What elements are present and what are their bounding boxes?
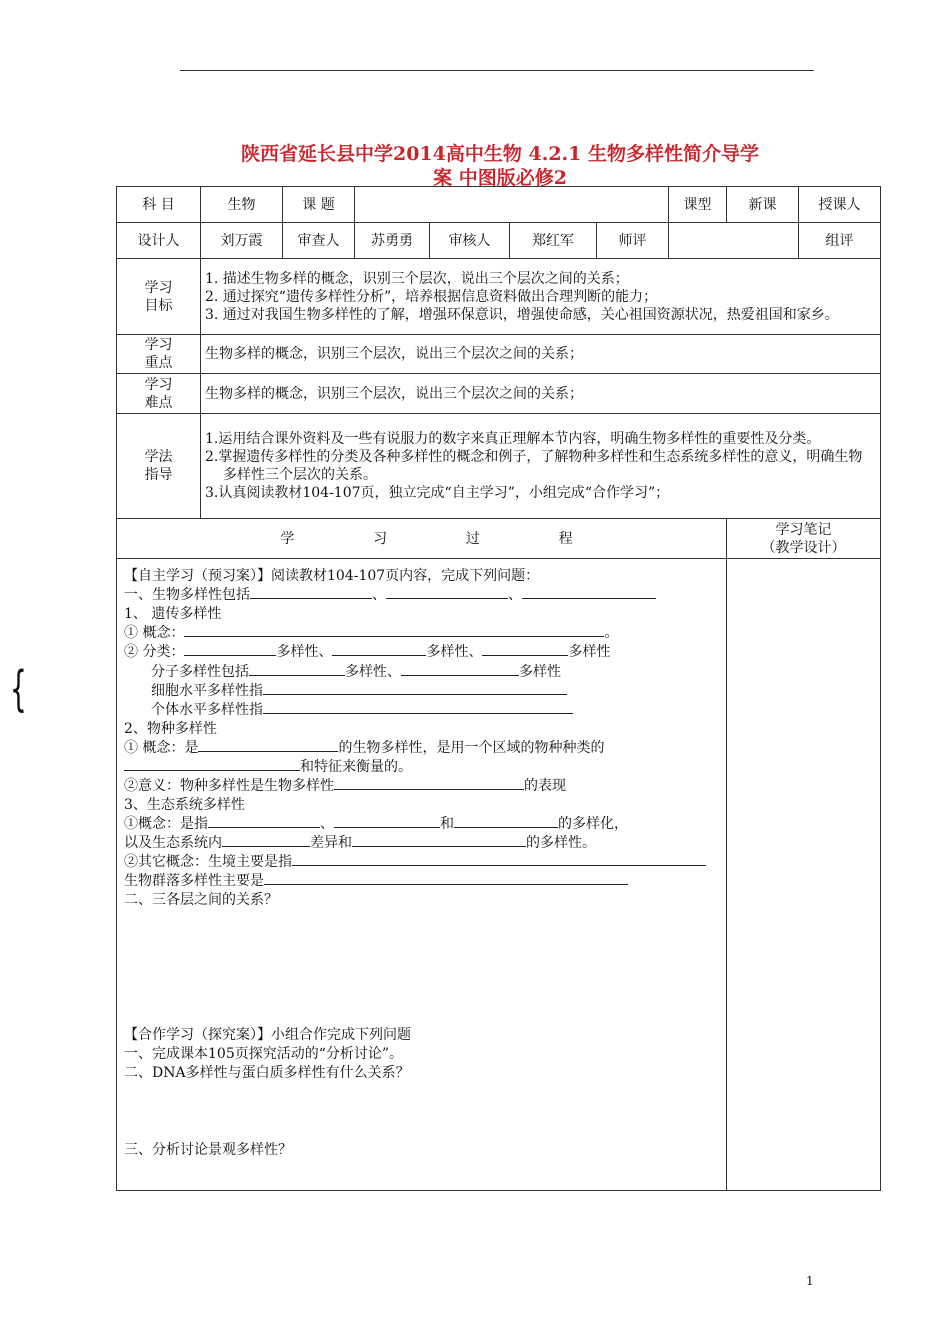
goals-label: 学习 目标 [117,259,201,335]
question-2: 二、三各层之间的关系？ [124,892,278,908]
topic-value [355,187,669,223]
blank-field[interactable] [401,662,519,676]
coop-study-intro: 【合作学习（探究案）】小组合作完成下列问题 [124,1027,411,1043]
method-label: 学法 指导 [117,414,201,519]
species-concept-cont: 和特征来衡量的。 [124,756,412,776]
key-points-label: 学习 重点 [117,335,201,374]
process-header: 学 习 过 程 [117,519,727,559]
blank-field[interactable] [263,700,573,714]
lesson-type-value: 新课 [727,187,799,223]
page-number: 1 [806,1274,814,1288]
blank-field[interactable] [198,738,338,752]
cell-diversity: 细胞水平多样性指 [151,680,567,700]
self-study-intro: 【自主学习（预习案）】阅读教材104-107页内容，完成下列问题： [124,568,540,584]
coop-question-3: 三、分析讨论景观多样性？ [124,1142,292,1158]
blank-field[interactable] [334,776,524,790]
topic-label: 课 题 [283,187,355,223]
blank-field[interactable] [208,814,320,828]
coop-question-2: 二、DNA多样性与蛋白质多样性有什么关系？ [124,1065,410,1081]
teacher-eval-label: 师评 [597,223,669,259]
molecular-diversity: 分子多样性包括 多样性、 多样性 [151,664,561,680]
section-species: 2、物种多样性 [124,721,217,737]
key-points-text: 生物多样的概念，识别三个层次，说出三个层次之间的关系； [201,335,881,374]
subject-label: 科 目 [117,187,201,223]
blank-field[interactable] [184,623,604,637]
reviewer-value: 苏勇勇 [355,223,430,259]
blank-field[interactable] [352,833,526,847]
subject-value: 生物 [201,187,283,223]
method-content [201,414,881,519]
lesson-type-label: 课型 [669,187,727,223]
goal-item: 3. 通过对我国生物多样性的了解，增强环保意识，增强使命感，关心祖国资源状况，热爱祖国和家乡。 [205,306,839,323]
community-diversity: 生物群落多样性主要是 [124,870,628,890]
genetic-classify: ② 分类： 多样性、 多样性、 多样性 [124,644,611,660]
goal-item: 1. 描述生物多样的概念，识别三个层次，说出三个层次之间的关系； [205,270,629,287]
group-eval-label: 组评 [799,223,881,259]
designer-value: 刘万霞 [201,223,283,259]
teacher-label: 授课人 [799,187,881,223]
blank-field[interactable] [386,585,508,599]
teacher-eval-value [669,223,799,259]
curly-brace-icon: { [10,661,27,717]
section-ecosystem: 3、生态系统多样性 [124,797,245,813]
ecosystem-other: ②其它概念：生境主要是指 [124,851,706,871]
species-meaning: ②意义：物种多样性是生物多样性 的表现 [124,778,566,794]
header-rule [180,70,814,71]
auditor-label: 审核人 [430,223,510,259]
blank-field[interactable] [482,642,568,656]
blank-field[interactable] [332,642,426,656]
blank-field[interactable] [292,852,706,866]
blank-field[interactable] [522,585,656,599]
difficulties-text: 生物多样的概念，识别三个层次，说出三个层次之间的关系； [201,374,881,414]
blank-field[interactable] [264,871,628,885]
difficulties-label: 学习 难点 [117,374,201,414]
method-item: 3.认真阅读教材104-107页，独立完成“自主学习”，小组完成“合作学习”； [205,485,670,501]
blank-field[interactable] [124,757,300,771]
blank-field[interactable] [263,681,567,695]
coop-question-1: 一、完成课本105页探究活动的“分析讨论”。 [124,1046,404,1062]
blank-field[interactable] [334,814,440,828]
doc-title-line1: 陕西省延长县中学2014高中生物 4.2.1 生物多样性简介导学 [240,143,759,165]
section-genetic: 1、 遗传多样性 [124,606,222,622]
notes-column [727,559,881,1191]
auditor-value: 郑红军 [510,223,597,259]
blank-field[interactable] [184,642,276,656]
species-concept: ① 概念：是 的生物多样性，是用一个区域的物种种类的 [124,740,605,756]
designer-label: 设计人 [117,223,201,259]
genetic-concept: ① 概念： 。 [124,625,619,641]
blank-field[interactable] [222,833,310,847]
method-item: 1.运用结合课外资料及一些有说服力的数字来真正理解本节内容，明确生物多样性的重要性及分类。 [205,431,821,447]
blank-field[interactable] [250,585,372,599]
notes-header: 学习笔记 （教学设计） [727,519,881,559]
question-1: 一、生物多样性包括 、 、 [124,584,656,604]
ecosystem-concept: ①概念：是指 、 和 的多样化， [124,816,628,832]
doc-title-line2: 案 中图版必修2 [433,167,567,189]
goals-content [201,259,881,335]
reviewer-label: 审查人 [283,223,355,259]
goal-item: 2. 通过探究“遗传多样性分析”，培养根据信息资料做出合理判断的能力； [205,288,658,305]
ecosystem-within: 以及生态系统内 差异和 的多样性。 [124,835,596,851]
blank-field[interactable] [454,814,558,828]
method-item: 2.掌握遗传多样性的分类及各种多样性的概念和例子，了解物种多样性和生态系统多样性的意义，明确生物多样性三个层次的关系。 [205,449,863,483]
blank-field[interactable] [249,662,345,676]
individual-diversity: 个体水平多样性指 [151,699,573,719]
